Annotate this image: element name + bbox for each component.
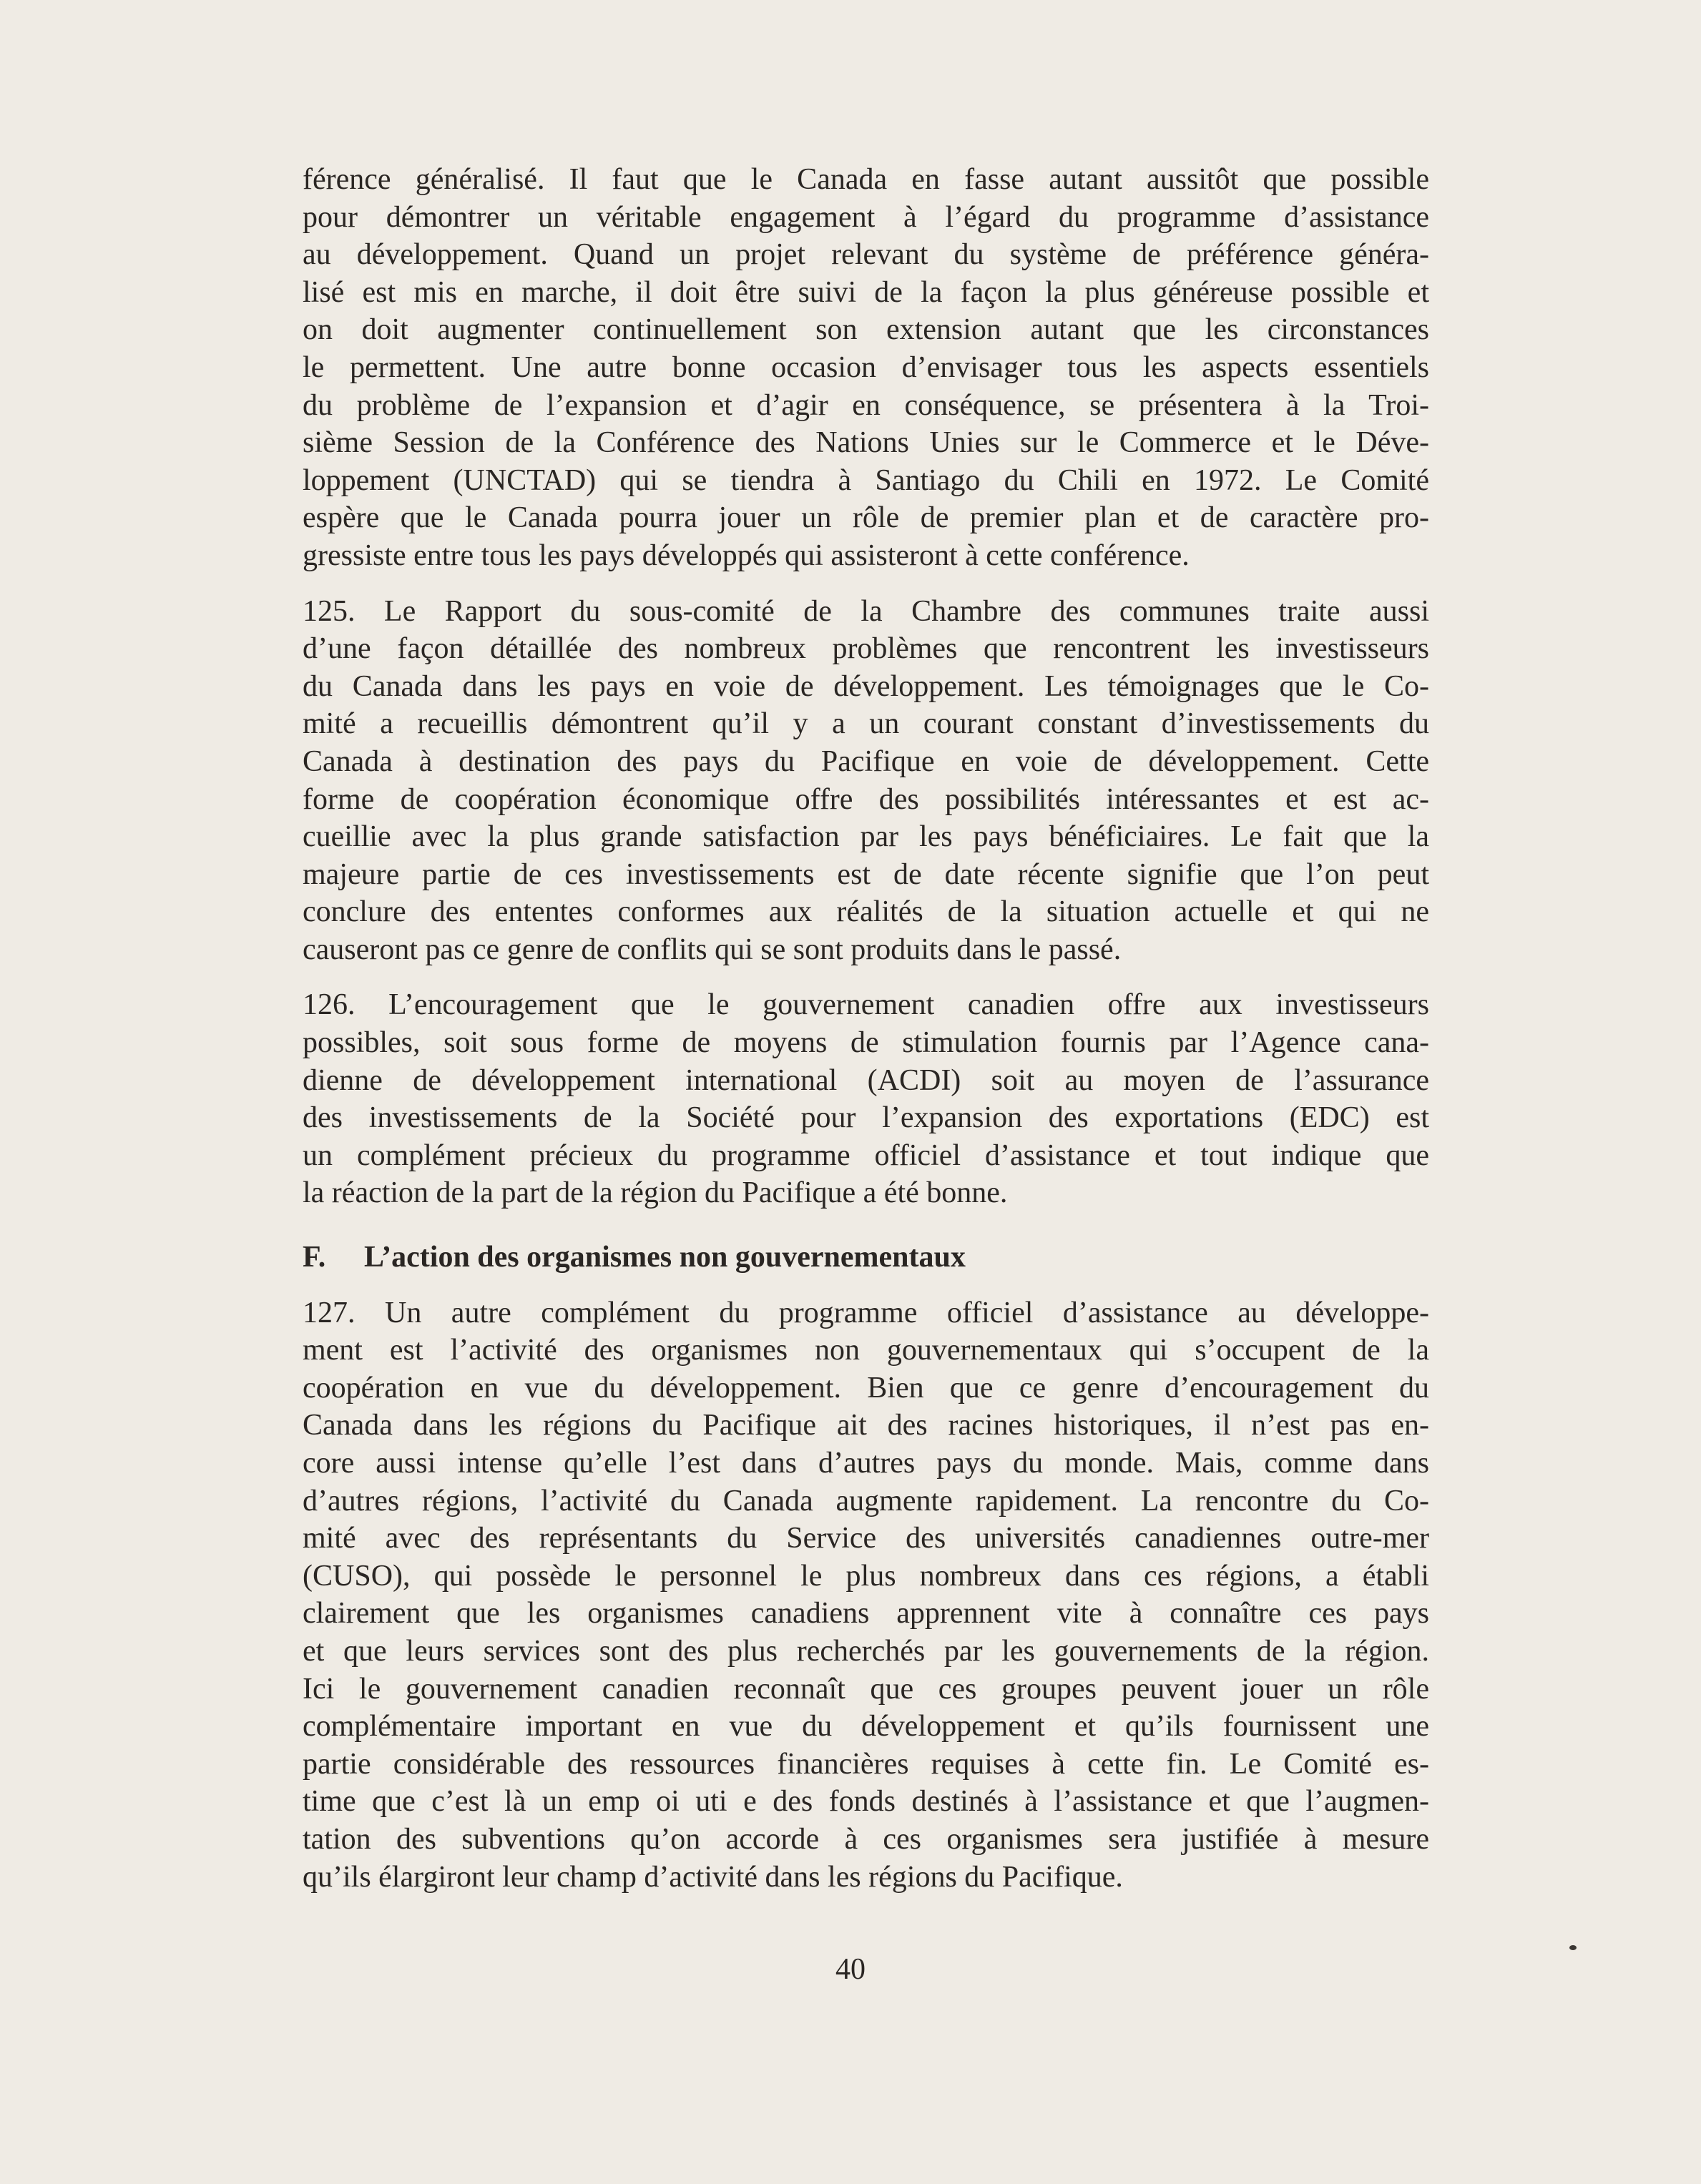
text-line: loppement (UNCTAD) qui se tiendra à Santiago du Chili en 1972. Le Comité <box>303 463 1429 497</box>
text-line: dienne de développement international (ACDI) soit au moyen de l’assurance <box>303 1063 1429 1097</box>
text-line: (CUSO), qui possède le personnel le plus nombreux dans ces régions, a établi <box>303 1559 1429 1593</box>
text-line: causeront pas ce genre de conflits qui se sont produits dans le passé. <box>303 933 1122 966</box>
text-line: du problème de l’expansion et d’agir en conséquence, se présentera à la Troi- <box>303 388 1429 422</box>
text-line: 125. Le Rapport du sous-comité de la Chambre des communes traite aussi <box>303 594 1429 628</box>
text-line: pour démontrer un véritable engagement à l’égard du programme d’assistance <box>303 200 1429 234</box>
bottom-paragraphs <box>303 1294 1429 1897</box>
text-line: d’autres régions, l’activité du Canada augmente rapidement. La rencontre du Co- <box>303 1484 1429 1518</box>
text-line: time que c’est là un emp oi uti e des fonds destinés à l’assistance et que l’augmen- <box>303 1785 1429 1819</box>
text-line: mité avec des représentants du Service des universités canadiennes outre-mer <box>303 1522 1429 1555</box>
text-line: tation des subventions qu’on accorde à ces organismes sera justifiée à mesure <box>303 1822 1429 1856</box>
para-127 <box>303 1294 1429 1897</box>
text-line: coopération en vue du développement. Bien que ce genre d’encouragement du <box>303 1371 1429 1405</box>
text-line: sième Session de la Conférence des Nations Unies sur le Commerce et le Déve- <box>303 426 1429 460</box>
text-line: férence généralisé. Il faut que le Canada en fasse autant aussitôt que possible <box>303 163 1429 196</box>
text-line: Canada à destination des pays du Pacifique en voie de développement. Cette <box>303 744 1429 778</box>
text-line: 127. Un autre complément du programme officiel d’assistance au développe- <box>303 1296 1429 1329</box>
text-line: Ici le gouvernement canadien reconnaît que ces groupes peuvent jouer un rôle <box>303 1672 1429 1706</box>
para-continued <box>303 161 1429 575</box>
text-line: la réaction de la part de la région du Pacifique a été bonne. <box>303 1176 1008 1210</box>
para-126 <box>303 986 1429 1212</box>
section-title: L’action des organismes non gouvernementaux <box>364 1241 966 1274</box>
text-line: un complément précieux du programme officiel d’assistance et tout indique que <box>303 1138 1429 1172</box>
page-number: 40 <box>835 1953 866 1986</box>
text-line: du Canada dans les pays en voie de développement. Les témoignages que le Co- <box>303 669 1429 703</box>
text-line: Canada dans les régions du Pacifique ait des racines historiques, il n’est pas en- <box>303 1409 1429 1442</box>
text-line: des investissements de la Société pour l’expansion des exportations (EDC) est <box>303 1101 1429 1135</box>
text-line: au développement. Quand un projet relevant du système de préférence généra- <box>303 238 1429 272</box>
text-line: gressiste entre tous les pays développés qui assisteront à cette conférence. <box>303 538 1190 572</box>
print-speck <box>1569 1945 1577 1950</box>
text-line: 126. L’encouragement que le gouvernement canadien offre aux investisseurs <box>303 988 1429 1022</box>
para-125 <box>303 593 1429 969</box>
text-line: majeure partie de ces investissements est de date récente signifie que l’on peut <box>303 857 1429 891</box>
top-paragraphs <box>303 161 1429 1212</box>
text-line: d’une façon détaillée des nombreux problèmes que rencontrent les investisseurs <box>303 632 1429 666</box>
section-letter: F. <box>303 1241 326 1274</box>
body-text <box>303 161 1429 1914</box>
text-line: core aussi intense qu’elle l’est dans d’autres pays du monde. Mais, comme dans <box>303 1447 1429 1480</box>
text-line: mité a recueillis démontrent qu’il y a un courant constant d’investissements du <box>303 707 1429 741</box>
text-line: on doit augmenter continuellement son extension autant que les circonstances <box>303 313 1429 347</box>
text-line: possibles, soit sous forme de moyens de stimulation fournis par l’Agence cana- <box>303 1026 1429 1060</box>
text-line: et que leurs services sont des plus recherchés par les gouvernements de la région. <box>303 1634 1429 1668</box>
text-line: forme de coopération économique offre des possibilités intéressantes et est ac- <box>303 782 1429 816</box>
text-line: clairement que les organismes canadiens apprennent vite à connaître ces pays <box>303 1597 1429 1630</box>
text-line: lisé est mis en marche, il doit être suivi de la façon la plus généreuse possible et <box>303 275 1429 309</box>
text-line: conclure des ententes conformes aux réalités de la situation actuelle et qui ne <box>303 895 1429 929</box>
section-heading <box>303 1239 1429 1277</box>
text-line: espère que le Canada pourra jouer un rôle de premier plan et de caractère pro- <box>303 501 1429 535</box>
text-line: partie considérable des ressources financières requises à cette fin. Le Comité es- <box>303 1747 1429 1781</box>
text-line: cueillie avec la plus grande satisfaction par les pays bénéficiaires. Le fait que la <box>303 820 1429 854</box>
text-line: le permettent. Une autre bonne occasion d’envisager tous les aspects essentiels <box>303 350 1429 384</box>
text-line: ment est l’activité des organismes non gouvernementaux qui s’occupent de la <box>303 1334 1429 1367</box>
text-line: qu’ils élargiront leur champ d’activité dans les régions du Pacifique. <box>303 1860 1123 1894</box>
text-line: complémentaire important en vue du développement et qu’ils fournissent une <box>303 1710 1429 1743</box>
